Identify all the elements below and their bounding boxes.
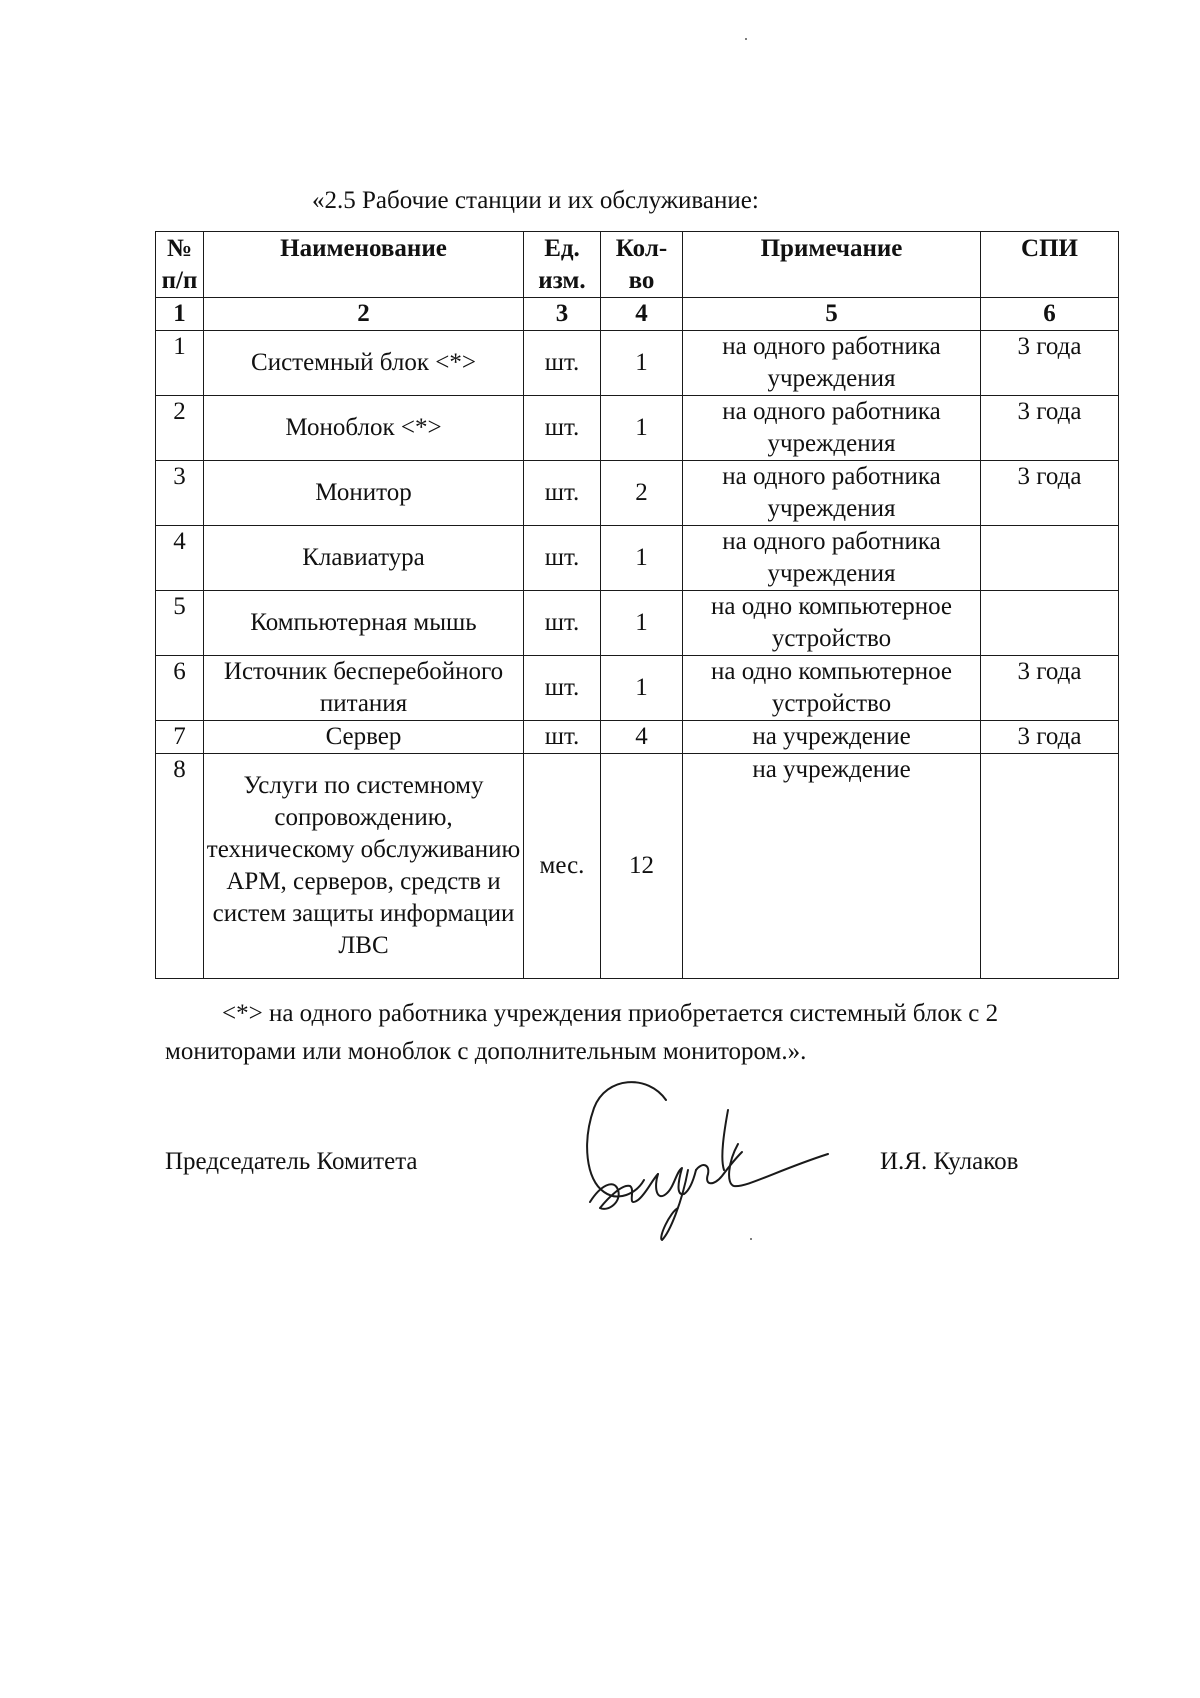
row-number: 7 — [156, 721, 204, 754]
row-number: 3 — [156, 461, 204, 526]
table-row — [156, 461, 1119, 526]
scan-speck — [745, 38, 747, 40]
header-unit: Ед. изм. — [524, 232, 601, 298]
item-qty: 1 — [601, 396, 683, 461]
row-number: 6 — [156, 656, 204, 721]
item-life: 3 года — [981, 396, 1119, 461]
item-name: Источник бесперебойного питания — [204, 656, 524, 721]
row-number: 2 — [156, 396, 204, 461]
column-number: 3 — [524, 298, 601, 331]
table-row — [156, 656, 1119, 721]
header-num: № п/п — [156, 232, 204, 298]
item-unit: шт. — [524, 331, 601, 396]
header-qty: Кол-во — [601, 232, 683, 298]
item-life — [981, 754, 1119, 979]
handwritten-signature — [578, 1062, 838, 1242]
header-note: Примечание — [683, 232, 981, 298]
item-unit: шт. — [524, 656, 601, 721]
item-name: Компьютерная мышь — [204, 591, 524, 656]
column-number: 1 — [156, 298, 204, 331]
header-name: Наименование — [204, 232, 524, 298]
item-unit: шт. — [524, 396, 601, 461]
item-life: 3 года — [981, 656, 1119, 721]
item-qty: 1 — [601, 526, 683, 591]
section-heading: «2.5 Рабочие станции и их обслуживание: — [312, 187, 759, 214]
column-number: 6 — [981, 298, 1119, 331]
item-name: Сервер — [204, 721, 524, 754]
item-qty: 12 — [601, 754, 683, 979]
item-qty: 4 — [601, 721, 683, 754]
item-life: 3 года — [981, 721, 1119, 754]
footnote: <*> на одного работника учреждения приобретается системный блок с 2 мониторами или моноблок с дополнительным монитором.». — [165, 1000, 999, 1065]
item-note: на одно компьютерное устройство — [683, 591, 981, 656]
item-unit: шт. — [524, 526, 601, 591]
item-name: Монитор — [204, 461, 524, 526]
table-row — [156, 754, 1119, 979]
row-number: 5 — [156, 591, 204, 656]
item-note: на одно компьютерное устройство — [683, 656, 981, 721]
scan-speck — [750, 1238, 752, 1240]
column-number: 2 — [204, 298, 524, 331]
table-row — [156, 331, 1119, 396]
item-note: на учреждение — [683, 754, 981, 979]
item-note: на учреждение — [683, 721, 981, 754]
table-row — [156, 591, 1119, 656]
item-unit: шт. — [524, 461, 601, 526]
row-number: 8 — [156, 754, 204, 979]
item-life — [981, 526, 1119, 591]
item-name: Системный блок <*> — [204, 331, 524, 396]
header-life: СПИ — [981, 232, 1119, 298]
item-life: 3 года — [981, 461, 1119, 526]
equipment-table — [155, 231, 1119, 979]
item-note: на одного работника учреждения — [683, 331, 981, 396]
signatory-position: Председатель Комитета — [165, 1148, 418, 1175]
item-unit: мес. — [524, 754, 601, 979]
item-name: Клавиатура — [204, 526, 524, 591]
item-name: Услуги по системному сопровождению, техническому обслуживанию АРМ, серверов, средств и систем защиты информации ЛВС — [204, 754, 524, 979]
item-qty: 1 — [601, 331, 683, 396]
row-number: 1 — [156, 331, 204, 396]
item-unit: шт. — [524, 591, 601, 656]
item-life — [981, 591, 1119, 656]
signatory-name: И.Я. Кулаков — [880, 1148, 1019, 1175]
item-qty: 2 — [601, 461, 683, 526]
table-header-row — [156, 232, 1119, 298]
table-row — [156, 526, 1119, 591]
item-note: на одного работника учреждения — [683, 461, 981, 526]
table-row — [156, 721, 1119, 754]
item-qty: 1 — [601, 656, 683, 721]
column-number: 5 — [683, 298, 981, 331]
item-note: на одного работника учреждения — [683, 526, 981, 591]
row-number: 4 — [156, 526, 204, 591]
table-row — [156, 396, 1119, 461]
item-note: на одного работника учреждения — [683, 396, 981, 461]
column-number: 4 — [601, 298, 683, 331]
item-unit: шт. — [524, 721, 601, 754]
item-name: Моноблок <*> — [204, 396, 524, 461]
item-qty: 1 — [601, 591, 683, 656]
column-number-row — [156, 298, 1119, 331]
item-life: 3 года — [981, 331, 1119, 396]
